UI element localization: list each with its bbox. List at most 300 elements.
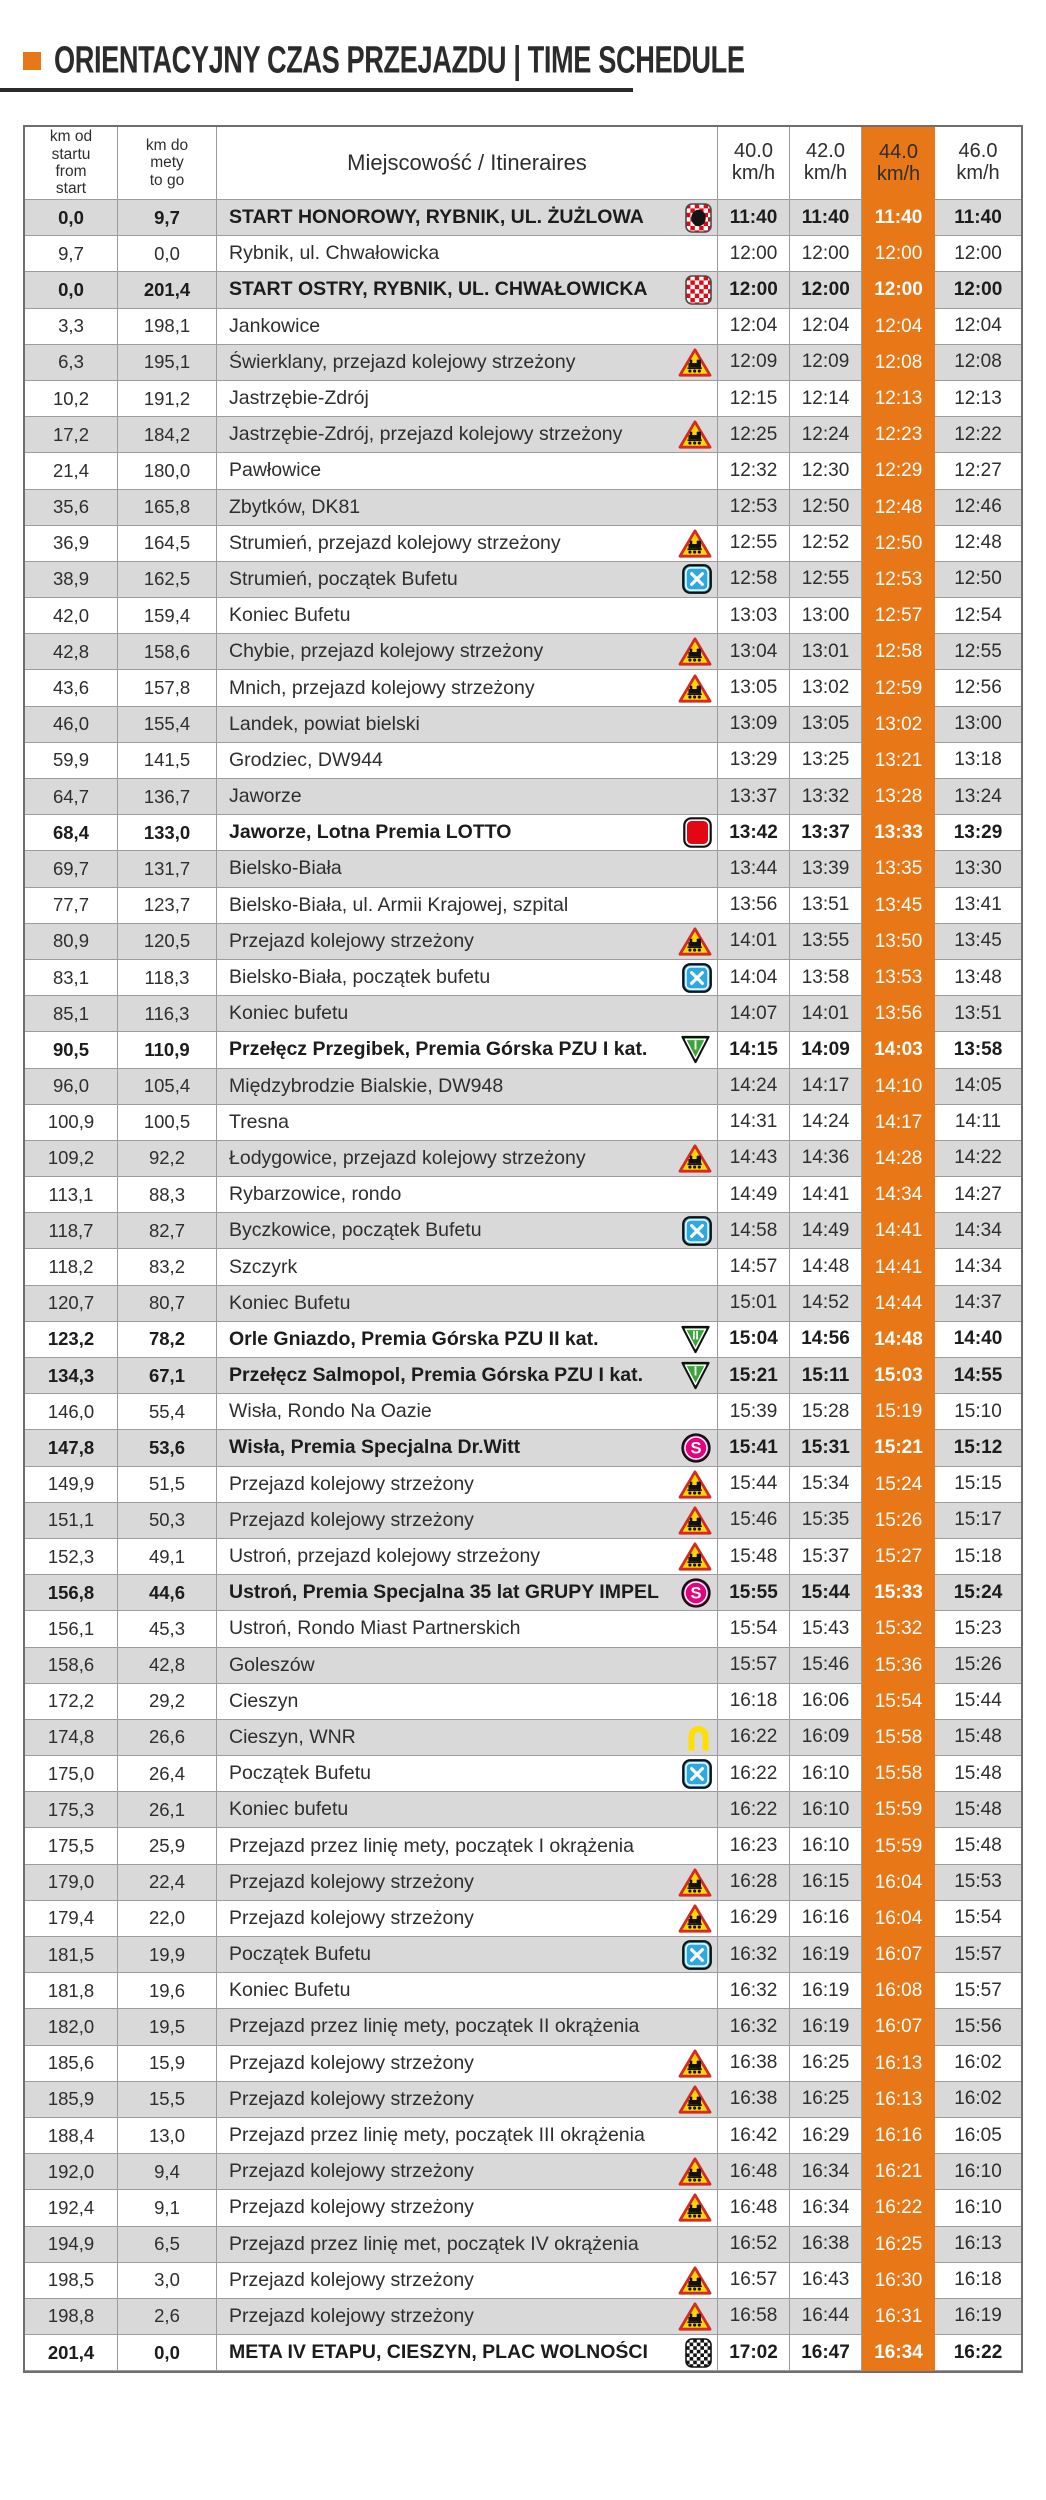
time-cell-44-highlighted: 15:27 <box>862 1539 935 1575</box>
time-cell-46: 15:48 <box>935 1720 1021 1756</box>
buffet-icon <box>682 1216 712 1246</box>
place-label: Pawłowice <box>229 459 322 482</box>
time-cell-42: 13:51 <box>790 888 862 924</box>
time-cell-42: 14:24 <box>790 1105 862 1141</box>
time-cell-42: 13:32 <box>790 779 862 815</box>
km-to-cell: 50,3 <box>118 1503 217 1539</box>
place-cell <box>217 2335 718 2371</box>
time-cell-46: 16:02 <box>935 2082 1021 2118</box>
place-cell <box>217 1249 718 1285</box>
km-to-cell: 198,1 <box>118 309 217 345</box>
header-km-from-line: from <box>55 163 87 180</box>
km-to-cell: 157,8 <box>118 670 217 706</box>
km-from-cell: 156,1 <box>25 1611 118 1647</box>
speed-value: 40.0 <box>734 140 773 163</box>
time-cell-40: 16:18 <box>718 1684 790 1720</box>
place-cell <box>217 1430 718 1466</box>
km-to-cell: 15,5 <box>118 2082 217 2118</box>
time-cell-42: 13:02 <box>790 670 862 706</box>
time-cell-40: 15:21 <box>718 1358 790 1394</box>
place-cell <box>217 1503 718 1539</box>
time-cell-40: 13:56 <box>718 888 790 924</box>
time-cell-46: 12:08 <box>935 345 1021 381</box>
km-to-cell: 19,9 <box>118 1937 217 1973</box>
time-cell-46: 15:54 <box>935 1901 1021 1937</box>
km-from-cell: 10,2 <box>25 381 118 417</box>
time-cell-40: 13:09 <box>718 707 790 743</box>
finish-meta-icon <box>685 2338 712 2368</box>
km-from-cell: 185,6 <box>25 2046 118 2082</box>
place-cell <box>217 1032 718 1068</box>
place-label: Strumień, przejazd kolejowy strzeżony <box>229 531 561 554</box>
km-to-cell: 44,6 <box>118 1575 217 1611</box>
place-label: Orle Gniazdo, Premia Górska PZU II kat. <box>229 1327 599 1350</box>
place-cell <box>217 1973 718 2009</box>
time-cell-40: 12:32 <box>718 453 790 489</box>
place-label: Przejazd przez linię met, początek IV okrążenia <box>229 2232 639 2255</box>
time-cell-44-highlighted: 12:53 <box>862 562 935 598</box>
km-to-cell: 141,5 <box>118 743 217 779</box>
special-premia-icon <box>680 1577 712 1609</box>
time-cell-40: 14:07 <box>718 996 790 1032</box>
km-to-cell: 184,2 <box>118 417 217 453</box>
place-cell <box>217 1901 718 1937</box>
place-cell <box>217 236 718 272</box>
time-cell-40: 13:42 <box>718 815 790 851</box>
time-cell-40: 15:39 <box>718 1394 790 1430</box>
time-cell-42: 12:50 <box>790 490 862 526</box>
km-to-cell: 120,5 <box>118 924 217 960</box>
km-from-cell: 172,2 <box>25 1684 118 1720</box>
place-label: Wisła, Rondo Na Oazie <box>229 1400 432 1423</box>
buffet-icon <box>682 564 712 594</box>
km-from-cell: 120,7 <box>25 1286 118 1322</box>
time-cell-42: 13:25 <box>790 743 862 779</box>
time-cell-42: 16:34 <box>790 2154 862 2190</box>
time-cell-46: 13:58 <box>935 1032 1021 1068</box>
time-cell-46: 16:19 <box>935 2299 1021 2335</box>
km-to-cell: 116,3 <box>118 996 217 1032</box>
time-cell-46: 12:48 <box>935 526 1021 562</box>
rail-crossing-icon <box>678 636 712 667</box>
time-cell-46: 12:46 <box>935 490 1021 526</box>
place-cell <box>217 2082 718 2118</box>
rail-crossing-icon <box>678 1867 712 1898</box>
time-cell-40: 13:03 <box>718 598 790 634</box>
time-cell-44-highlighted: 16:21 <box>862 2154 935 2190</box>
km-from-cell: 146,0 <box>25 1394 118 1430</box>
place-label: Przełęcz Przegibek, Premia Górska PZU I kat. <box>229 1038 648 1061</box>
time-cell-40: 16:32 <box>718 1973 790 2009</box>
place-label: Strumień, początek Bufetu <box>229 567 458 590</box>
time-cell-42: 16:10 <box>790 1792 862 1828</box>
place-cell <box>217 960 718 996</box>
time-cell-42: 15:34 <box>790 1467 862 1503</box>
place-label: Początek Bufetu <box>229 1762 372 1785</box>
place-label: Koniec bufetu <box>229 1002 349 1025</box>
time-cell-46: 11:40 <box>935 200 1021 236</box>
km-from-cell: 0,0 <box>25 272 118 308</box>
time-cell-42: 14:56 <box>790 1322 862 1358</box>
km-to-cell: 164,5 <box>118 526 217 562</box>
time-cell-42: 16:38 <box>790 2227 862 2263</box>
time-cell-44-highlighted: 12:59 <box>862 670 935 706</box>
header-speed-40 <box>718 127 790 200</box>
time-cell-42: 16:19 <box>790 2009 862 2045</box>
wnr-arch-icon <box>684 1722 712 1753</box>
km-to-cell: 51,5 <box>118 1467 217 1503</box>
place-label: Przejazd kolejowy strzeżony <box>229 1870 474 1893</box>
time-cell-46: 14:34 <box>935 1213 1021 1249</box>
km-from-cell: 69,7 <box>25 851 118 887</box>
time-cell-46: 15:48 <box>935 1828 1021 1864</box>
place-cell <box>217 743 718 779</box>
place-cell <box>217 453 718 489</box>
place-label: Przejazd kolejowy strzeżony <box>229 2268 474 2291</box>
place-cell <box>217 309 718 345</box>
time-cell-42: 13:39 <box>790 851 862 887</box>
time-cell-40: 16:57 <box>718 2263 790 2299</box>
place-cell <box>217 2046 718 2082</box>
km-to-cell: 131,7 <box>118 851 217 887</box>
time-cell-46: 15:24 <box>935 1575 1021 1611</box>
time-cell-44-highlighted: 13:33 <box>862 815 935 851</box>
km-from-cell: 185,9 <box>25 2082 118 2118</box>
km-from-cell: 68,4 <box>25 815 118 851</box>
place-label: Bielsko-Biała, ul. Armii Krajowej, szpital <box>229 893 569 916</box>
time-cell-40: 13:04 <box>718 634 790 670</box>
time-cell-40: 15:55 <box>718 1575 790 1611</box>
time-cell-44-highlighted: 12:08 <box>862 345 935 381</box>
header-km-to-line: mety <box>150 154 184 172</box>
rail-crossing-icon <box>678 419 712 450</box>
time-cell-46: 13:48 <box>935 960 1021 996</box>
time-cell-46: 16:22 <box>935 2335 1021 2371</box>
place-cell <box>217 1069 718 1105</box>
km-from-cell: 192,4 <box>25 2190 118 2226</box>
km-from-cell: 175,5 <box>25 1828 118 1864</box>
km-to-cell: 136,7 <box>118 779 217 815</box>
header-km-to-line: to go <box>149 171 185 189</box>
km-to-cell: 118,3 <box>118 960 217 996</box>
place-cell <box>217 888 718 924</box>
rail-crossing-icon <box>678 2048 712 2079</box>
km-from-cell: 175,0 <box>25 1756 118 1792</box>
rail-crossing-icon <box>678 2156 712 2187</box>
time-cell-42: 14:49 <box>790 1213 862 1249</box>
time-cell-46: 13:41 <box>935 888 1021 924</box>
time-cell-42: 16:19 <box>790 1973 862 2009</box>
time-cell-44-highlighted: 13:56 <box>862 996 935 1032</box>
time-cell-44-highlighted: 15:36 <box>862 1648 935 1684</box>
km-from-cell: 198,5 <box>25 2263 118 2299</box>
km-from-cell: 175,3 <box>25 1792 118 1828</box>
time-cell-42: 13:37 <box>790 815 862 851</box>
time-cell-40: 16:38 <box>718 2046 790 2082</box>
place-label: Przejazd kolejowy strzeżony <box>229 1508 474 1531</box>
time-cell-46: 16:10 <box>935 2190 1021 2226</box>
time-cell-44-highlighted: 14:34 <box>862 1177 935 1213</box>
place-cell <box>217 1865 718 1901</box>
place-label: Jastrzębie-Zdrój, przejazd kolejowy strzeżony <box>229 423 623 446</box>
header-km-to <box>118 127 217 200</box>
place-cell <box>217 707 718 743</box>
time-cell-46: 13:24 <box>935 779 1021 815</box>
km-from-cell: 83,1 <box>25 960 118 996</box>
svg-text:I: I <box>693 1038 698 1053</box>
place-cell <box>217 1286 718 1322</box>
speed-value: 44.0 <box>879 140 918 163</box>
time-cell-40: 12:15 <box>718 381 790 417</box>
km-to-cell: 55,4 <box>118 1394 217 1430</box>
time-cell-44-highlighted: 15:24 <box>862 1467 935 1503</box>
time-cell-42: 14:09 <box>790 1032 862 1068</box>
time-cell-40: 16:38 <box>718 2082 790 2118</box>
km-from-cell: 21,4 <box>25 453 118 489</box>
time-cell-46: 14:27 <box>935 1177 1021 1213</box>
time-cell-46: 16:02 <box>935 2046 1021 2082</box>
time-cell-42: 12:00 <box>790 236 862 272</box>
time-cell-40: 14:31 <box>718 1105 790 1141</box>
time-cell-42: 15:31 <box>790 1430 862 1466</box>
time-cell-44-highlighted: 15:59 <box>862 1828 935 1864</box>
place-cell <box>217 1141 718 1177</box>
time-cell-42: 13:58 <box>790 960 862 996</box>
time-cell-46: 14:11 <box>935 1105 1021 1141</box>
time-cell-40: 17:02 <box>718 2335 790 2371</box>
place-label: Cieszyn, WNR <box>229 1725 356 1748</box>
rail-crossing-icon <box>678 1541 712 1572</box>
place-cell <box>217 1177 718 1213</box>
km-to-cell: 180,0 <box>118 453 217 489</box>
time-cell-42: 14:48 <box>790 1249 862 1285</box>
time-cell-46: 14:05 <box>935 1069 1021 1105</box>
time-cell-46: 15:15 <box>935 1467 1021 1503</box>
km-from-cell: 151,1 <box>25 1503 118 1539</box>
km-to-cell: 22,4 <box>118 1865 217 1901</box>
svg-text:S: S <box>690 1439 702 1458</box>
place-cell <box>217 2263 718 2299</box>
place-cell <box>217 1720 718 1756</box>
time-cell-42: 14:01 <box>790 996 862 1032</box>
time-cell-40: 16:22 <box>718 1756 790 1792</box>
place-cell <box>217 381 718 417</box>
time-cell-40: 16:52 <box>718 2227 790 2263</box>
place-cell <box>217 815 718 851</box>
time-cell-42: 14:36 <box>790 1141 862 1177</box>
time-cell-40: 15:57 <box>718 1648 790 1684</box>
header-place: Miejscowość / Itineraires <box>217 127 718 200</box>
time-cell-40: 16:22 <box>718 1792 790 1828</box>
place-label: Byczkowice, początek Bufetu <box>229 1219 482 1242</box>
km-to-cell: 45,3 <box>118 1611 217 1647</box>
time-cell-44-highlighted: 15:26 <box>862 1503 935 1539</box>
place-label: Przejazd kolejowy strzeżony <box>229 1906 474 1929</box>
time-cell-42: 16:09 <box>790 1720 862 1756</box>
place-cell <box>217 200 718 236</box>
km-to-cell: 13,0 <box>118 2118 217 2154</box>
time-cell-44-highlighted: 13:35 <box>862 851 935 887</box>
time-cell-42: 16:34 <box>790 2190 862 2226</box>
time-cell-40: 16:29 <box>718 1901 790 1937</box>
time-cell-40: 13:29 <box>718 743 790 779</box>
time-cell-42: 15:11 <box>790 1358 862 1394</box>
time-cell-44-highlighted: 12:04 <box>862 309 935 345</box>
time-cell-44-highlighted: 16:13 <box>862 2082 935 2118</box>
place-cell <box>217 417 718 453</box>
km-to-cell: 88,3 <box>118 1177 217 1213</box>
time-cell-40: 16:23 <box>718 1828 790 1864</box>
time-cell-46: 12:56 <box>935 670 1021 706</box>
time-cell-46: 13:30 <box>935 851 1021 887</box>
time-cell-44-highlighted: 16:31 <box>862 2299 935 2335</box>
page-title: ORIENTACYJNY CZAS PRZEJAZDU | TIME SCHEDULE <box>54 38 745 81</box>
time-cell-42: 16:16 <box>790 1901 862 1937</box>
place-label: Koniec bufetu <box>229 1798 349 1821</box>
place-label: Przejazd kolejowy strzeżony <box>229 1472 474 1495</box>
km-from-cell: 201,4 <box>25 2335 118 2371</box>
km-to-cell: 82,7 <box>118 1213 217 1249</box>
time-cell-40: 14:15 <box>718 1032 790 1068</box>
start-ostry-icon <box>685 275 712 305</box>
km-from-cell: 42,0 <box>25 598 118 634</box>
km-to-cell: 165,8 <box>118 490 217 526</box>
km-to-cell: 133,0 <box>118 815 217 851</box>
time-cell-42: 16:44 <box>790 2299 862 2335</box>
rail-crossing-icon <box>678 1469 712 1500</box>
time-cell-44-highlighted: 13:50 <box>862 924 935 960</box>
time-cell-44-highlighted: 12:57 <box>862 598 935 634</box>
header-speed-46 <box>935 127 1021 200</box>
time-cell-46: 15:18 <box>935 1539 1021 1575</box>
rail-crossing-icon <box>678 1143 712 1174</box>
header-km-from-line: km od <box>49 128 93 146</box>
svg-text:I: I <box>693 1364 698 1379</box>
time-cell-40: 16:32 <box>718 2009 790 2045</box>
place-label: Koniec Bufetu <box>229 1979 351 2002</box>
time-cell-46: 15:48 <box>935 1756 1021 1792</box>
time-cell-40: 13:44 <box>718 851 790 887</box>
place-label: Początek Bufetu <box>229 1943 372 1966</box>
place-cell <box>217 1828 718 1864</box>
time-cell-46: 16:10 <box>935 2154 1021 2190</box>
time-cell-44-highlighted: 16:07 <box>862 2009 935 2045</box>
time-cell-40: 12:09 <box>718 345 790 381</box>
time-cell-44-highlighted: 14:10 <box>862 1069 935 1105</box>
header-speed-42 <box>790 127 862 200</box>
km-from-cell: 80,9 <box>25 924 118 960</box>
place-cell <box>217 1394 718 1430</box>
km-from-cell: 181,5 <box>25 1937 118 1973</box>
place-cell <box>217 924 718 960</box>
place-label: Rybarzowice, rondo <box>229 1183 402 1206</box>
time-cell-44-highlighted: 16:22 <box>862 2190 935 2226</box>
place-cell <box>217 634 718 670</box>
km-to-cell: 26,6 <box>118 1720 217 1756</box>
svg-text:II: II <box>692 1329 699 1343</box>
time-cell-46: 14:40 <box>935 1322 1021 1358</box>
time-cell-42: 11:40 <box>790 200 862 236</box>
km-to-cell: 19,6 <box>118 1973 217 2009</box>
place-label: Szczyrk <box>229 1255 298 1278</box>
time-cell-46: 15:57 <box>935 1973 1021 2009</box>
time-cell-40: 12:58 <box>718 562 790 598</box>
km-to-cell: 29,2 <box>118 1684 217 1720</box>
time-cell-40: 12:04 <box>718 309 790 345</box>
km-to-cell: 9,4 <box>118 2154 217 2190</box>
km-from-cell: 118,7 <box>25 1213 118 1249</box>
time-cell-46: 16:05 <box>935 2118 1021 2154</box>
time-cell-40: 16:32 <box>718 1937 790 1973</box>
place-cell <box>217 2009 718 2045</box>
place-label: Grodziec, DW944 <box>229 748 383 771</box>
place-label: Międzybrodzie Bialskie, DW948 <box>229 1074 504 1097</box>
time-cell-44-highlighted: 16:07 <box>862 1937 935 1973</box>
place-label: Mnich, przejazd kolejowy strzeżony <box>229 676 535 699</box>
place-cell <box>217 345 718 381</box>
place-label: Przejazd przez linię mety, początek III okrążenia <box>229 2124 645 2147</box>
place-label: META IV ETAPU, CIESZYN, PLAC WOLNOŚCI <box>229 2341 648 2364</box>
time-cell-42: 16:06 <box>790 1684 862 1720</box>
place-cell <box>217 2227 718 2263</box>
time-cell-44-highlighted: 16:16 <box>862 2118 935 2154</box>
place-label: Świerklany, przejazd kolejowy strzeżony <box>229 350 576 373</box>
km-from-cell: 77,7 <box>25 888 118 924</box>
km-to-cell: 49,1 <box>118 1539 217 1575</box>
km-to-cell: 191,2 <box>118 381 217 417</box>
time-cell-44-highlighted: 16:34 <box>862 2335 935 2371</box>
place-cell <box>217 1611 718 1647</box>
time-cell-40: 16:48 <box>718 2154 790 2190</box>
time-cell-46: 12:27 <box>935 453 1021 489</box>
km-to-cell: 105,4 <box>118 1069 217 1105</box>
place-label: Przejazd kolejowy strzeżony <box>229 2196 474 2219</box>
place-label: Zbytków, DK81 <box>229 495 361 518</box>
km-from-cell: 6,3 <box>25 345 118 381</box>
time-cell-42: 15:35 <box>790 1503 862 1539</box>
place-label: Jankowice <box>229 314 321 337</box>
time-cell-44-highlighted: 15:32 <box>862 1611 935 1647</box>
time-cell-42: 15:44 <box>790 1575 862 1611</box>
km-from-cell: 9,7 <box>25 236 118 272</box>
rail-crossing-icon <box>678 673 712 704</box>
km-to-cell: 9,1 <box>118 2190 217 2226</box>
place-cell <box>217 490 718 526</box>
km-to-cell: 19,5 <box>118 2009 217 2045</box>
time-cell-42: 15:28 <box>790 1394 862 1430</box>
km-to-cell: 201,4 <box>118 272 217 308</box>
km-from-cell: 156,8 <box>25 1575 118 1611</box>
place-cell <box>217 598 718 634</box>
time-cell-42: 16:10 <box>790 1828 862 1864</box>
km-from-cell: 17,2 <box>25 417 118 453</box>
km-from-cell: 188,4 <box>25 2118 118 2154</box>
place-label: START HONOROWY, RYBNIK, UL. ŻUŻLOWA <box>229 206 644 229</box>
time-cell-40: 13:05 <box>718 670 790 706</box>
time-cell-46: 15:23 <box>935 1611 1021 1647</box>
time-cell-44-highlighted: 12:23 <box>862 417 935 453</box>
km-from-cell: 35,6 <box>25 490 118 526</box>
place-label: Chybie, przejazd kolejowy strzeżony <box>229 640 544 663</box>
place-label: Wisła, Premia Specjalna Dr.Witt <box>229 1436 521 1459</box>
km-to-cell: 78,2 <box>118 1322 217 1358</box>
place-cell <box>217 1539 718 1575</box>
time-cell-46: 13:00 <box>935 707 1021 743</box>
time-cell-42: 14:17 <box>790 1069 862 1105</box>
speed-unit: km/h <box>876 162 921 185</box>
km-from-cell: 59,9 <box>25 743 118 779</box>
time-cell-44-highlighted: 16:25 <box>862 2227 935 2263</box>
